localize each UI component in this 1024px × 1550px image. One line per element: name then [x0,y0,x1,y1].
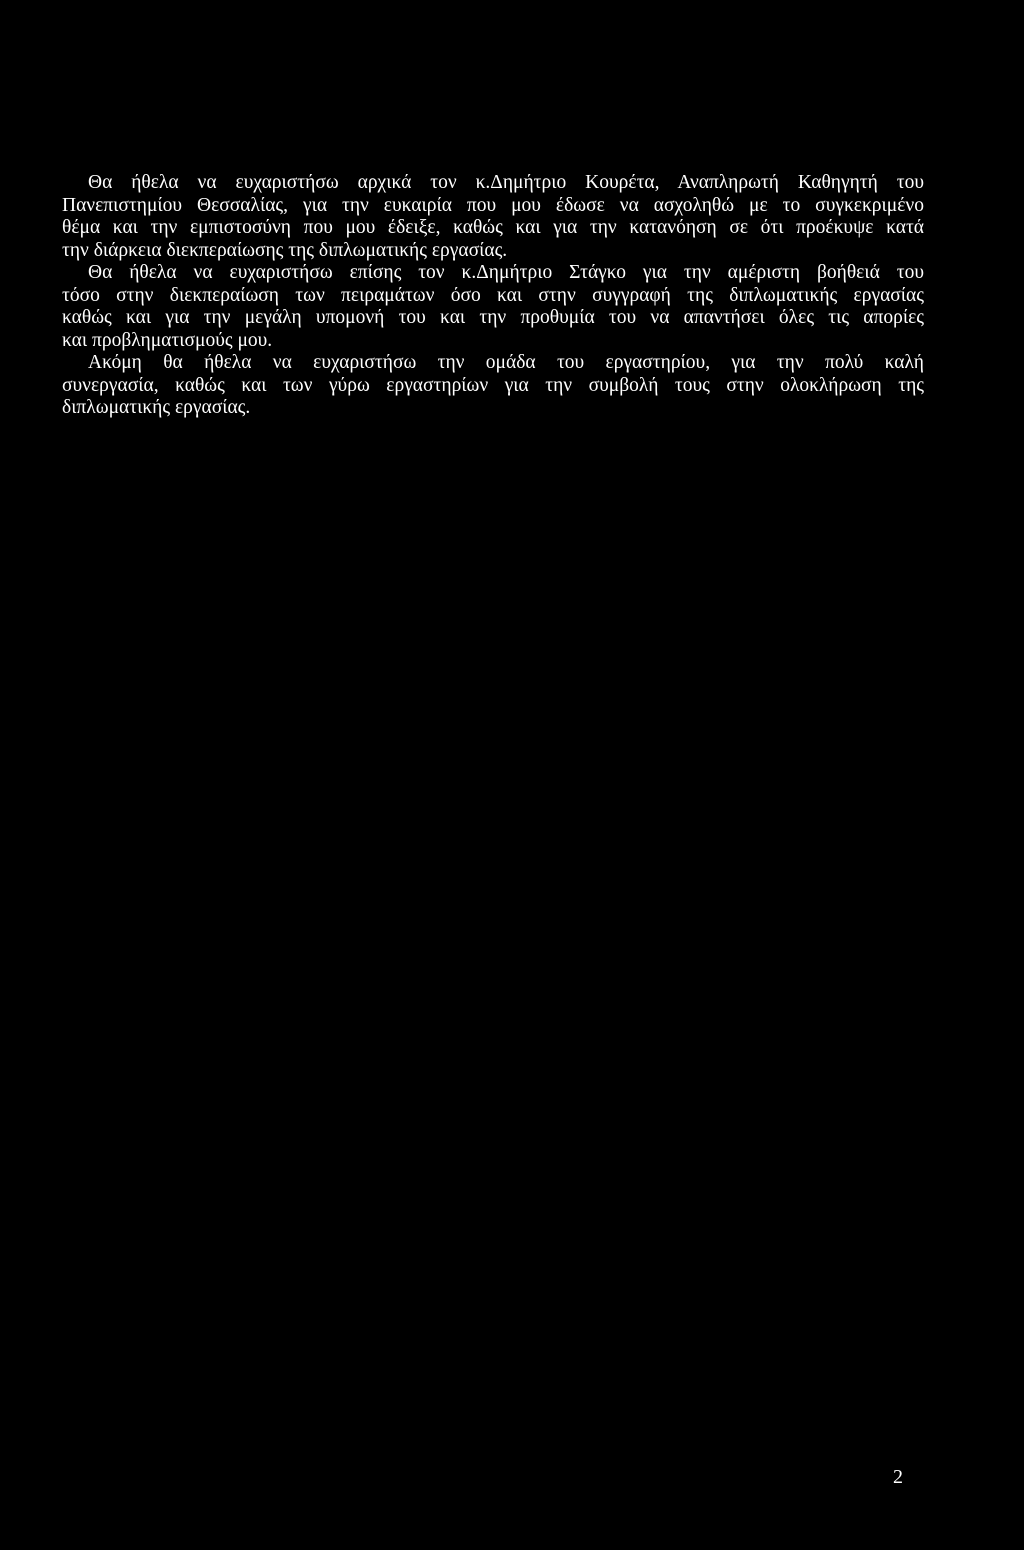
paragraph-3-line-2: συνεργασία, καθώς και των γύρω εργαστηρίων για την συμβολή τους στην ολοκλήρωση της [62,374,924,396]
paragraph-1-line-2: Πανεπιστημίου Θεσσαλίας, για την ευκαιρία που μου έδωσε να ασχοληθώ με το συγκεκριμένο [62,194,924,216]
paragraph-3-line-3: διπλωματικής εργασίας. [62,397,251,418]
page-number: 2 [893,1466,903,1488]
paragraph-2-line-3: καθώς και για την μεγάλη υπομονή του και την προθυμία του να απαντήσει όλες τις απορίες [62,307,924,328]
paragraph-3-line-1: Ακόμη θα ήθελα να ευχαριστήσω την ομάδα του εργαστηρίου, για την πολύ καλή [88,352,924,373]
paragraph-2-line-4: και προβληματισμούς μου. [62,329,273,351]
paragraph-2-line-2: τόσο στην διεκπεραίωση των πειραμάτων όσο και στην συγγραφή της διπλωματικής εργασίας [62,284,924,306]
paragraph-1-line-4: την διάρκεια διεκπεραίωσης της διπλωματικής εργασίας. [62,239,508,261]
paragraph-2-line-1: Θα ήθελα να ευχαριστήσω επίσης τον κ.Δημήτριο Στάγκο για την αμέριστη βοήθειά του [88,262,924,283]
paragraph-1-line-1: Θα ήθελα να ευχαριστήσω αρχικά τον κ.Δημήτριο Κουρέτα, Αναπληρωτή Καθηγητή του [88,172,924,193]
acknowledgements-text [62,172,924,420]
paragraph-1-line-3: θέμα και την εμπιστοσύνη που μου έδειξε, καθώς και για την κατανόηση σε ότι προέκυψε κατά [62,217,924,238]
